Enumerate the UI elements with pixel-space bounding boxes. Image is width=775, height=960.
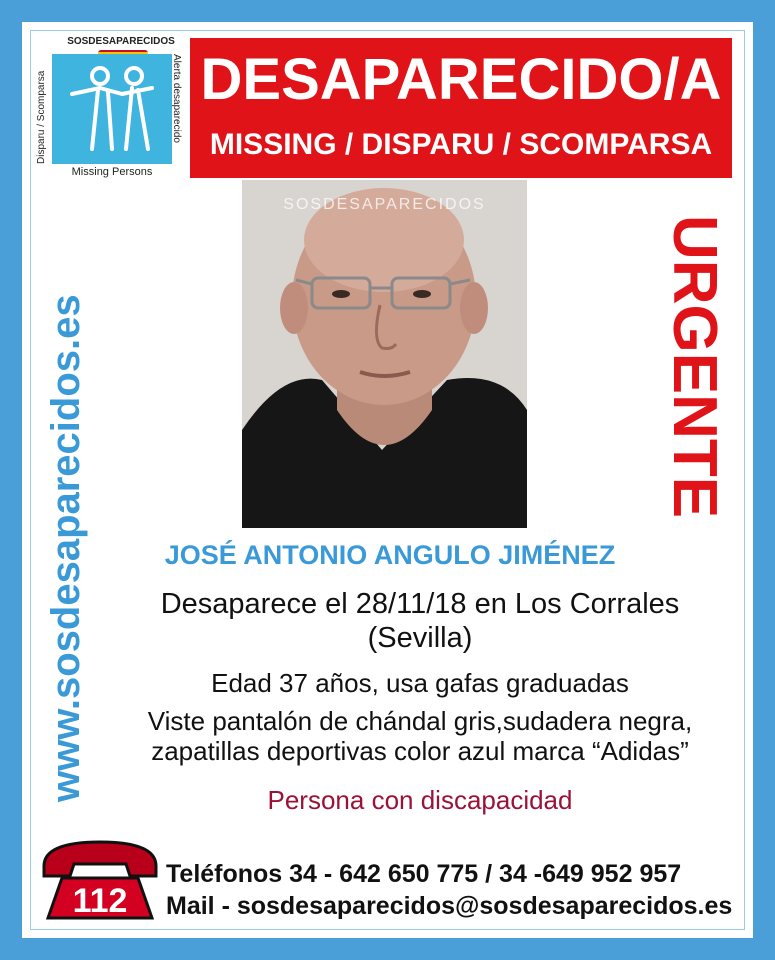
- missing-header-banner: [190, 38, 732, 178]
- phone-numbers[interactable]: Teléfonos 34 - 642 650 775 / 34 -649 952 957: [166, 860, 682, 888]
- urgent-label: URGENTE: [660, 215, 729, 519]
- shoes-info: zapatillas deportivas color azul marca “Adidas”: [151, 736, 689, 766]
- side-website-link[interactable]: www.sosdesaparecidos.es: [44, 294, 88, 802]
- disappearance-info: Desaparece el 28/11/18 en Los Corrales: [160, 588, 680, 620]
- header-title: DESAPARECIDO/A: [200, 47, 722, 112]
- sosdesaparecidos-logo: [38, 34, 188, 184]
- logo-top-text: SOSDESAPARECIDOS: [67, 36, 175, 47]
- logo-bottom-text: Missing Persons: [71, 166, 153, 178]
- clothing-info: Viste pantalón de chándal gris,sudadera negra,: [147, 706, 693, 736]
- telephone-icon: [40, 836, 160, 922]
- photo-watermark: SOSDESAPARECIDOS: [283, 196, 486, 213]
- disability-note: Persona con discapacidad: [267, 785, 573, 815]
- missing-persons-logo-icon: [52, 54, 172, 164]
- header-subtitle: MISSING / DISPARU / SCOMPARSA: [209, 128, 713, 161]
- disappearance-location: (Sevilla): [367, 622, 473, 654]
- logo-left-text: Disparu / Scomparsa: [36, 70, 47, 164]
- age-info: Edad 37 años, usa gafas graduadas: [211, 668, 629, 698]
- person-name: JOSÉ ANTONIO ANGULO JIMÉNEZ: [164, 540, 616, 570]
- missing-person-photo: [242, 180, 527, 528]
- logo-right-text: Alerta desaparecido: [171, 54, 182, 143]
- contact-email[interactable]: Mail - sosdesaparecidos@sosdesaparecidos.es: [166, 892, 733, 920]
- emergency-number: 112: [72, 882, 128, 920]
